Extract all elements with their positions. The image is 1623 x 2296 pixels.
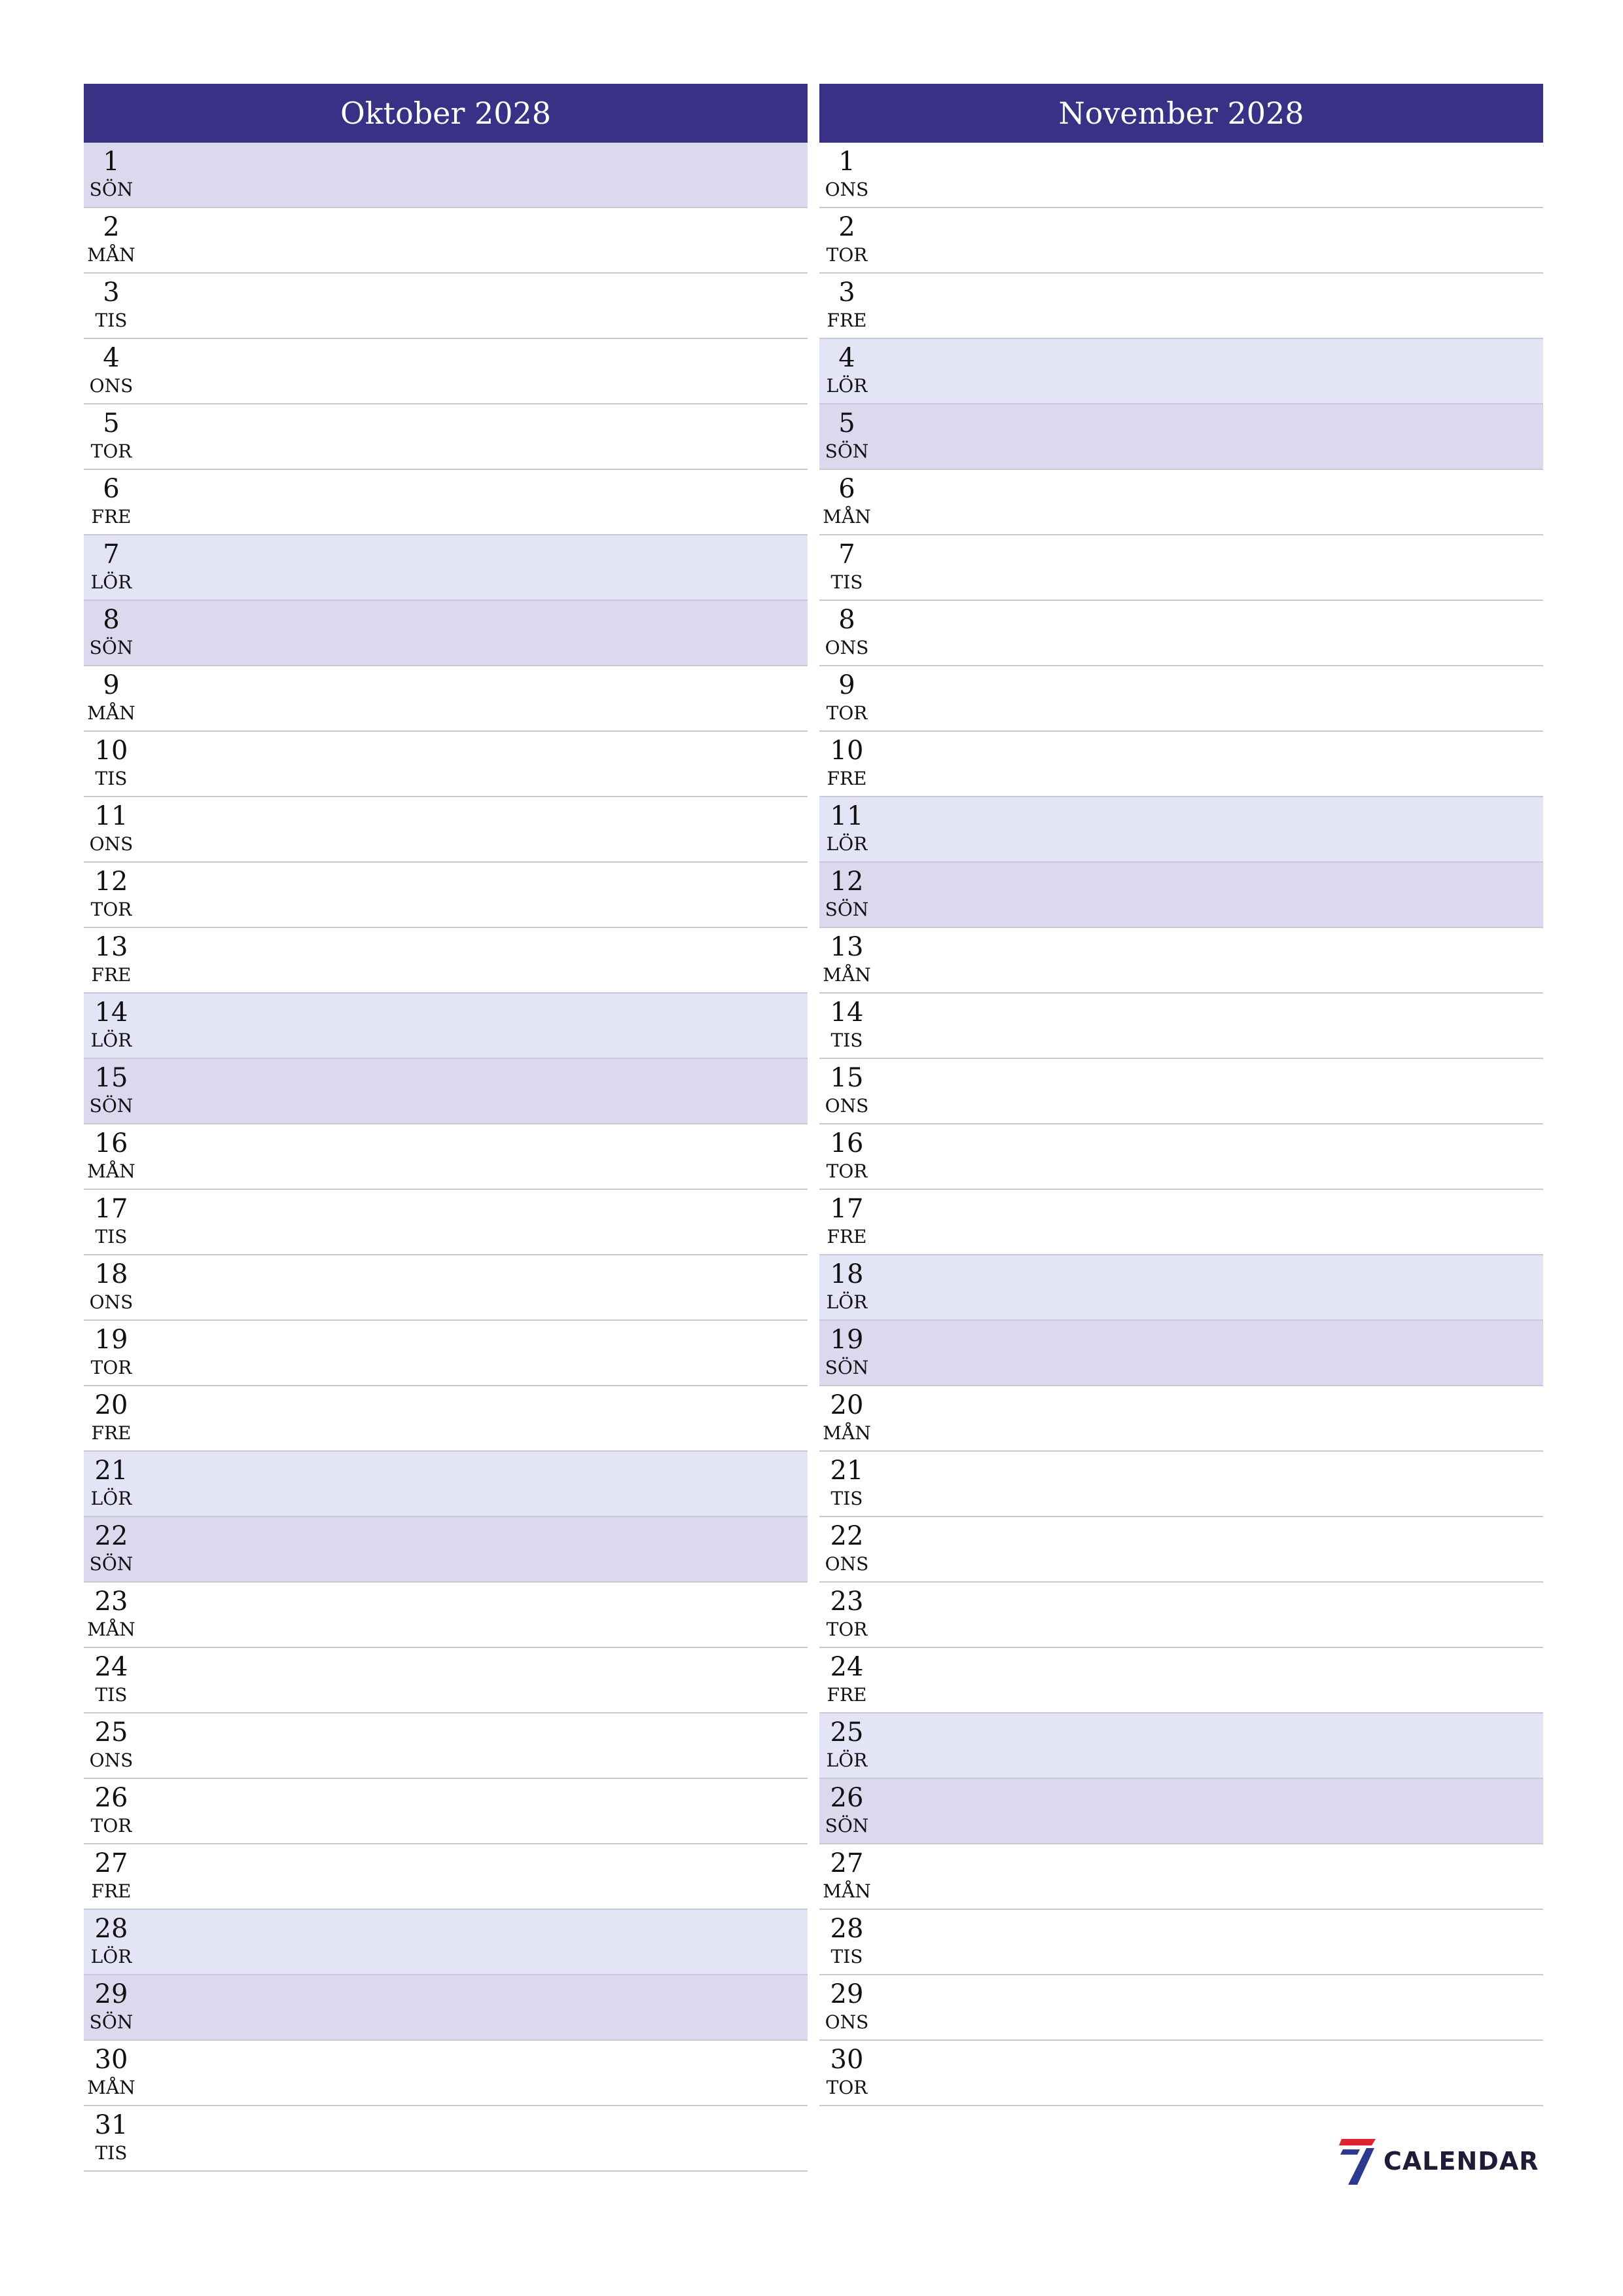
day-row [819, 470, 1543, 535]
day-row [84, 535, 808, 601]
weekday-label: FRE [91, 506, 132, 528]
day-number: 6 [103, 474, 120, 504]
weekday-label: ONS [89, 1291, 134, 1313]
day-number: 2 [838, 212, 855, 242]
day-row [84, 1124, 808, 1190]
day-row [819, 1255, 1543, 1321]
weekday-label: LÖR [90, 571, 132, 593]
day-number: 7 [103, 539, 120, 569]
weekday-label: SÖN [825, 440, 869, 462]
weekday-label: ONS [89, 833, 134, 855]
day-number: 22 [94, 1521, 128, 1551]
day-row [84, 1517, 808, 1583]
weekday-label: ONS [825, 1095, 869, 1117]
day-row [84, 339, 808, 404]
day-row [84, 143, 808, 208]
weekday-label: FRE [91, 1880, 132, 1902]
weekday-label: LÖR [826, 833, 868, 855]
weekday-label: LÖR [826, 375, 868, 397]
weekday-label: MÅN [87, 244, 135, 266]
day-row [84, 1713, 808, 1779]
day-row [84, 470, 808, 535]
day-number: 30 [94, 2045, 128, 2075]
day-number: 19 [830, 1325, 864, 1355]
day-number: 10 [94, 736, 128, 766]
weekday-label: FRE [91, 964, 132, 986]
day-row [819, 1452, 1543, 1517]
day-number: 24 [830, 1652, 864, 1682]
day-number: 23 [94, 1587, 128, 1617]
weekday-label: FRE [91, 1422, 132, 1444]
brand-logo [1338, 2135, 1539, 2187]
day-row [84, 208, 808, 274]
weekday-label: ONS [89, 1749, 134, 1771]
day-number: 14 [94, 997, 128, 1028]
day-row [819, 666, 1543, 732]
day-number: 15 [830, 1063, 864, 1093]
weekday-label: SÖN [89, 1553, 134, 1575]
day-row [819, 143, 1543, 208]
day-number: 1 [838, 147, 855, 177]
month-column-october [84, 84, 808, 2172]
day-number: 21 [830, 1456, 864, 1486]
day-row [819, 1648, 1543, 1713]
day-number: 25 [94, 1717, 128, 1748]
day-number: 4 [103, 343, 120, 373]
day-row [84, 1583, 808, 1648]
day-row [84, 1255, 808, 1321]
weekday-label: SÖN [825, 1815, 869, 1837]
day-number: 11 [830, 801, 864, 831]
day-number: 24 [94, 1652, 128, 1682]
day-number: 18 [830, 1259, 864, 1289]
day-row [819, 863, 1543, 928]
weekday-label: MÅN [87, 1160, 135, 1182]
day-row [819, 1713, 1543, 1779]
day-row [819, 928, 1543, 994]
day-number: 11 [94, 801, 128, 831]
day-number: 4 [838, 343, 855, 373]
day-number: 13 [830, 932, 864, 962]
weekday-label: LÖR [90, 1488, 132, 1509]
weekday-label: TOR [90, 1357, 132, 1378]
weekday-label: FRE [827, 768, 867, 789]
weekday-label: TOR [826, 702, 868, 724]
weekday-label: FRE [827, 1684, 867, 1706]
day-number: 18 [94, 1259, 128, 1289]
weekday-label: LÖR [90, 1946, 132, 1967]
day-number: 28 [94, 1914, 128, 1944]
day-number: 3 [838, 278, 855, 308]
day-row [819, 1910, 1543, 1975]
weekday-label: ONS [825, 179, 869, 200]
day-number: 5 [103, 408, 120, 439]
weekday-label: SÖN [89, 2011, 134, 2033]
weekday-label: MÅN [823, 964, 871, 986]
weekday-label: SÖN [89, 637, 134, 658]
day-row [819, 1124, 1543, 1190]
day-number: 14 [830, 997, 864, 1028]
day-number: 5 [838, 408, 855, 439]
day-row [819, 1321, 1543, 1386]
day-number: 21 [94, 1456, 128, 1486]
day-number: 26 [94, 1783, 128, 1813]
day-number: 19 [94, 1325, 128, 1355]
weekday-label: LÖR [826, 1749, 868, 1771]
day-number: 20 [94, 1390, 128, 1420]
day-row [84, 994, 808, 1059]
day-row [84, 1779, 808, 1844]
day-row [84, 2106, 808, 2172]
month-title: Oktober 2028 [84, 84, 808, 143]
day-number: 9 [838, 670, 855, 700]
weekday-label: MÅN [823, 1422, 871, 1444]
day-number: 27 [830, 1848, 864, 1878]
logo-text: CALENDAR [1383, 2147, 1539, 2176]
day-row [84, 1910, 808, 1975]
day-number: 6 [838, 474, 855, 504]
day-number: 8 [103, 605, 120, 635]
weekday-label: FRE [827, 310, 867, 331]
day-row [84, 1452, 808, 1517]
day-number: 16 [94, 1128, 128, 1158]
day-row [84, 666, 808, 732]
weekday-label: TIS [830, 1946, 863, 1967]
day-row [84, 1844, 808, 1910]
weekday-label: FRE [827, 1226, 867, 1247]
weekday-label: TIS [95, 1684, 128, 1706]
day-row [819, 1386, 1543, 1452]
weekday-label: MÅN [87, 702, 135, 724]
weekday-label: TOR [826, 1619, 868, 1640]
day-number: 17 [830, 1194, 864, 1224]
weekday-label: TIS [830, 571, 863, 593]
day-number: 29 [94, 1979, 128, 2009]
day-number: 23 [830, 1587, 864, 1617]
day-row [819, 535, 1543, 601]
day-row [84, 928, 808, 994]
weekday-label: ONS [89, 375, 134, 397]
day-row [84, 732, 808, 797]
weekday-label: SÖN [825, 1357, 869, 1378]
day-number: 31 [94, 2110, 128, 2140]
day-row [819, 404, 1543, 470]
day-number: 20 [830, 1390, 864, 1420]
day-number: 27 [94, 1848, 128, 1878]
day-row [84, 274, 808, 339]
weekday-label: MÅN [823, 1880, 871, 1902]
day-row [84, 797, 808, 863]
day-number: 17 [94, 1194, 128, 1224]
weekday-label: MÅN [823, 506, 871, 528]
weekday-label: TOR [826, 2077, 868, 2098]
day-number: 7 [838, 539, 855, 569]
day-row [84, 601, 808, 666]
weekday-label: TIS [95, 310, 128, 331]
day-number: 15 [94, 1063, 128, 1093]
day-row [819, 1517, 1543, 1583]
weekday-label: LÖR [90, 1030, 132, 1051]
day-number: 16 [830, 1128, 864, 1158]
weekday-label: TOR [826, 244, 868, 266]
day-list [819, 143, 1543, 2106]
day-row [819, 797, 1543, 863]
weekday-label: TIS [95, 768, 128, 789]
day-number: 25 [830, 1717, 864, 1748]
day-row [84, 1386, 808, 1452]
weekday-label: SÖN [825, 899, 869, 920]
weekday-label: ONS [825, 2011, 869, 2033]
day-number: 30 [830, 2045, 864, 2075]
day-row [819, 732, 1543, 797]
day-number: 1 [103, 147, 120, 177]
day-row [84, 1648, 808, 1713]
day-row [819, 994, 1543, 1059]
day-list [84, 143, 808, 2172]
day-number: 8 [838, 605, 855, 635]
day-number: 26 [830, 1783, 864, 1813]
day-row [819, 1844, 1543, 1910]
month-title: November 2028 [819, 84, 1543, 143]
day-row [84, 1190, 808, 1255]
weekday-label: LÖR [826, 1291, 868, 1313]
weekday-label: SÖN [89, 1095, 134, 1117]
weekday-label: TIS [95, 2142, 128, 2164]
weekday-label: TOR [90, 440, 132, 462]
day-row [819, 1779, 1543, 1844]
day-row [84, 2041, 808, 2106]
weekday-label: TOR [90, 899, 132, 920]
day-row [819, 1975, 1543, 2041]
month-column-november [819, 84, 1543, 2106]
day-row [819, 339, 1543, 404]
day-number: 29 [830, 1979, 864, 2009]
day-number: 13 [94, 932, 128, 962]
weekday-label: MÅN [87, 1619, 135, 1640]
weekday-label: MÅN [87, 2077, 135, 2098]
day-row [819, 274, 1543, 339]
weekday-label: SÖN [89, 179, 134, 200]
day-row [819, 1190, 1543, 1255]
day-row [819, 601, 1543, 666]
weekday-label: TIS [95, 1226, 128, 1247]
weekday-label: TOR [90, 1815, 132, 1837]
day-row [84, 1059, 808, 1124]
day-row [819, 1059, 1543, 1124]
weekday-label: TOR [826, 1160, 868, 1182]
weekday-label: TIS [830, 1488, 863, 1509]
day-number: 28 [830, 1914, 864, 1944]
day-row [819, 1583, 1543, 1648]
day-number: 22 [830, 1521, 864, 1551]
day-row [84, 1321, 808, 1386]
day-number: 10 [830, 736, 864, 766]
day-number: 9 [103, 670, 120, 700]
seven-logo-icon [1338, 2136, 1377, 2186]
day-number: 12 [94, 867, 128, 897]
day-row [819, 2041, 1543, 2106]
day-row [84, 1975, 808, 2041]
day-number: 3 [103, 278, 120, 308]
weekday-label: ONS [825, 637, 869, 658]
weekday-label: ONS [825, 1553, 869, 1575]
day-number: 2 [103, 212, 120, 242]
day-row [84, 404, 808, 470]
weekday-label: TIS [830, 1030, 863, 1051]
day-row [84, 863, 808, 928]
day-number: 12 [830, 867, 864, 897]
day-row [819, 208, 1543, 274]
